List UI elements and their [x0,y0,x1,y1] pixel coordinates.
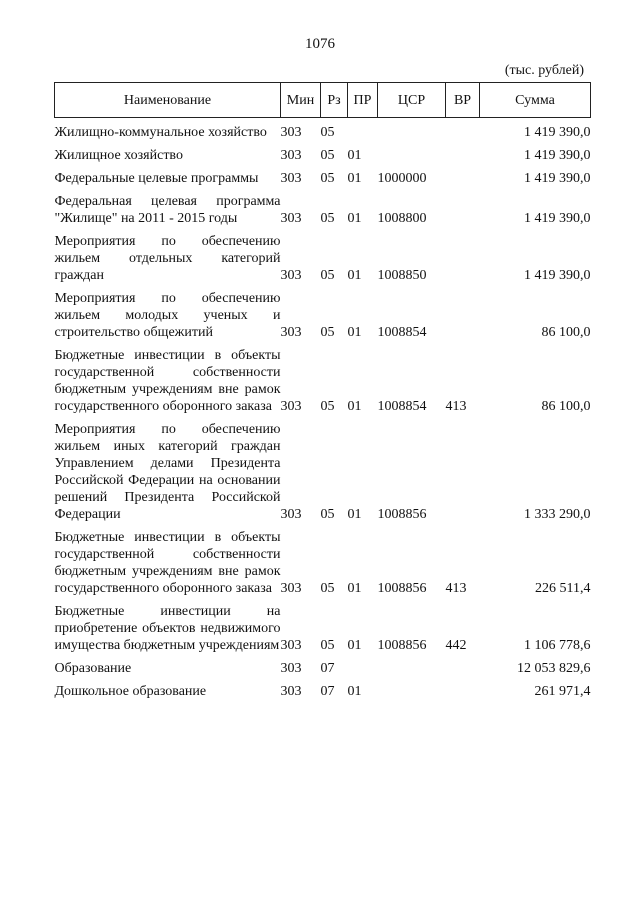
row-sum: 261 971,4 [534,684,591,699]
table-row [55,654,591,677]
row-name: Образование [54,661,132,676]
row-pr: 01 [347,399,362,414]
row-vr: 413 [445,399,467,414]
row-csr: 1000000 [377,171,427,186]
units-label: (тыс. рублей) [504,63,584,78]
row-csr: 1008800 [377,211,427,226]
row-sum: 226 511,4 [535,581,591,596]
row-csr: 1008856 [377,507,427,522]
row-sum: 1 419 390,0 [524,171,591,186]
row-min: 303 [280,325,302,340]
row-min: 303 [280,661,302,676]
row-pr: 01 [347,268,362,283]
table-row [55,227,591,284]
row-pr [348,654,378,677]
header-rz: Рз [321,83,348,118]
table-row [55,341,591,415]
row-vr [446,187,480,227]
row-min: 303 [280,638,302,653]
row-pr: 01 [347,211,362,226]
row-min: 303 [280,171,302,186]
row-csr [378,118,446,142]
row-vr [446,415,480,523]
row-name: Федеральная целевая программа "Жилище" на 2011 - 2015 годы [54,194,281,226]
table-row [55,523,591,597]
row-sum: 1 106 778,6 [524,638,591,653]
row-name: Федеральные целевые программы [54,171,259,186]
row-min: 303 [280,125,302,140]
header-vr: ВР [446,83,480,118]
row-min: 303 [280,268,302,283]
row-sum: 86 100,0 [541,399,591,414]
row-sum: 1 419 390,0 [524,125,591,140]
header-min: Мин [281,83,321,118]
row-csr: 1008854 [377,399,427,414]
row-rz: 05 [320,325,335,340]
row-vr [446,141,480,164]
row-min: 303 [280,399,302,414]
row-rz: 05 [320,399,335,414]
table-row [55,284,591,341]
table-row [55,597,591,654]
row-name: Бюджетные инвестиции в объекты государственной собственности бюджетным учреждениям вне рамок государственного оборонного заказа [54,530,281,596]
row-vr [446,284,480,341]
row-rz: 05 [320,507,335,522]
row-csr [378,141,446,164]
row-name: Мероприятия по обеспечению жильем молодых ученых и строительство общежитий [54,291,281,340]
row-rz: 05 [320,148,335,163]
row-name: Мероприятия по обеспечению жильем иных категорий граждан Управлением делами Президента Российской Федерации на основании решений Президента Российской Федерации [54,422,281,522]
row-rz: 05 [320,638,335,653]
row-rz: 05 [320,581,335,596]
row-sum: 12 053 829,6 [517,661,591,676]
table-row [55,164,591,187]
row-name: Бюджетные инвестиции в объекты государственной собственности бюджетным учреждениям вне рамок государственного оборонного заказа [54,348,281,414]
row-pr: 01 [347,638,362,653]
row-pr: 01 [347,581,362,596]
header-name: Наименование [55,83,281,118]
row-pr: 01 [347,507,362,522]
table-row [55,118,591,142]
table-header-row [55,83,591,118]
row-name: Дошкольное образование [54,684,207,699]
row-csr: 1008856 [377,581,427,596]
table-row [55,187,591,227]
row-vr [446,654,480,677]
row-pr: 01 [347,171,362,186]
row-vr [446,164,480,187]
row-min: 303 [280,507,302,522]
row-vr [446,227,480,284]
row-csr: 1008856 [377,638,427,653]
table-row [55,141,591,164]
header-csr: ЦСР [378,83,446,118]
row-csr [378,654,446,677]
row-rz: 05 [320,171,335,186]
budget-table [54,82,591,700]
row-rz: 07 [320,661,335,676]
row-sum: 1 419 390,0 [524,148,591,163]
row-csr [378,677,446,700]
row-min: 303 [280,211,302,226]
row-min: 303 [280,684,302,699]
row-sum: 1 419 390,0 [524,268,591,283]
row-sum: 86 100,0 [541,325,591,340]
row-vr: 442 [445,638,467,653]
row-name: Бюджетные инвестиции на приобретение объектов недвижимого имущества бюджетным учреждениям [54,604,281,653]
table-row [55,415,591,523]
row-pr: 01 [347,148,362,163]
table-row [55,677,591,700]
row-vr [446,677,480,700]
table-body [55,118,591,701]
row-csr: 1008854 [377,325,427,340]
row-sum: 1 333 290,0 [524,507,591,522]
row-rz: 07 [320,684,335,699]
row-name: Жилищное хозяйство [54,148,183,163]
row-name: Жилищно-коммунальное хозяйство [54,125,267,140]
row-pr: 01 [347,684,362,699]
header-sum: Сумма [480,83,591,118]
row-csr: 1008850 [377,268,427,283]
row-min: 303 [280,581,302,596]
row-pr: 01 [347,325,362,340]
row-min: 303 [280,148,302,163]
row-vr [446,118,480,142]
row-rz: 05 [320,211,335,226]
row-vr: 413 [445,581,467,596]
row-rz: 05 [320,125,335,140]
row-pr [348,118,378,142]
header-pr: ПР [348,83,378,118]
row-rz: 05 [320,268,335,283]
row-name: Мероприятия по обеспечению жильем отдельных категорий граждан [54,234,281,283]
page-number: 1076 [305,36,335,52]
row-sum: 1 419 390,0 [524,211,591,226]
